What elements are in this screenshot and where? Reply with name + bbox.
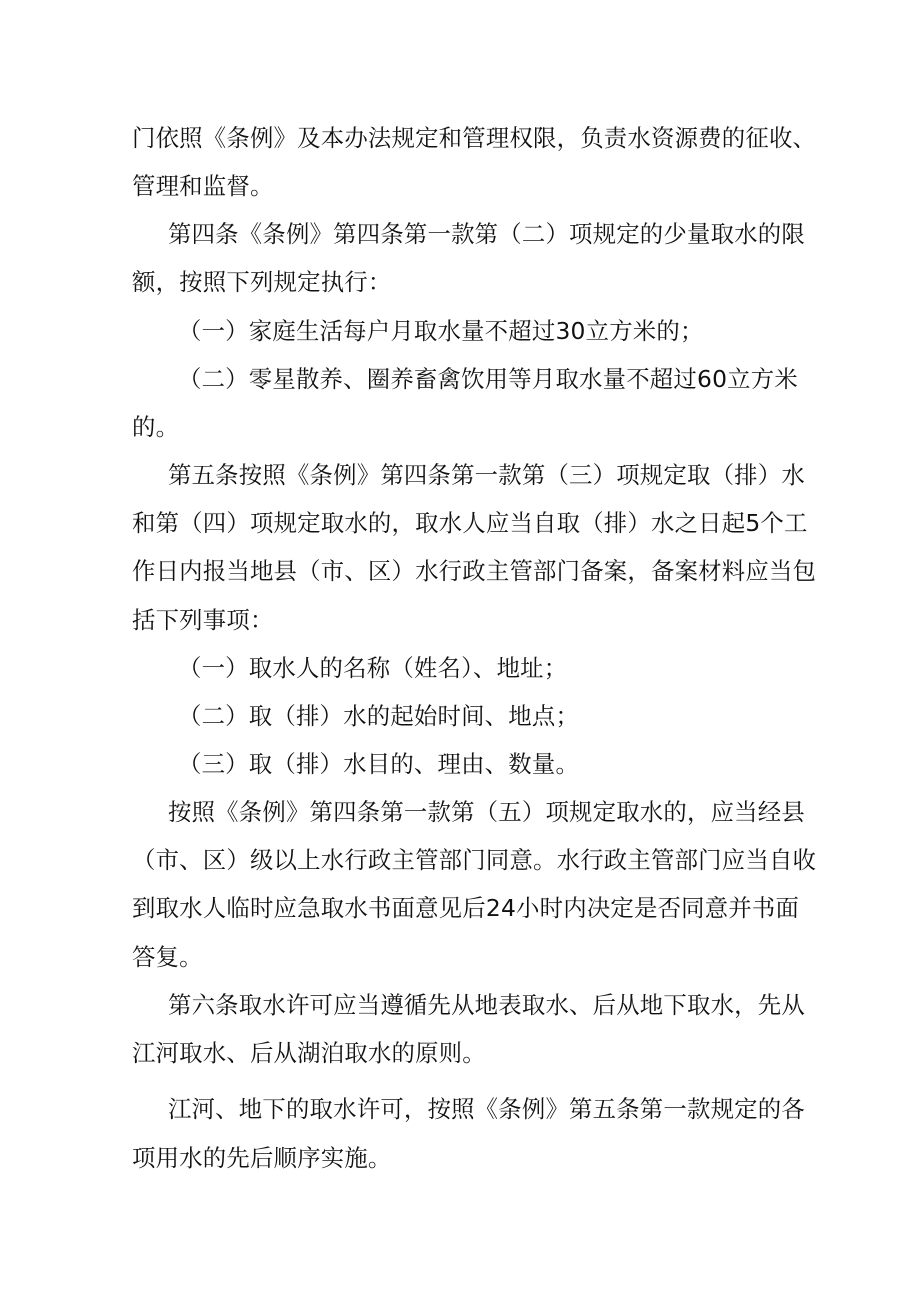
text-line: 按照《条例》第四条第一款第（五）项规定取水的，应当经县: [168, 798, 805, 826]
text-line: 和第（四）项规定取水的，取水人应当自取（排）水之日起5个工: [132, 509, 808, 537]
text-line: 答复。: [132, 943, 203, 971]
text-line: （二）零星散养、圈养畜禽饮用等月取水量不超过60立方米: [178, 365, 798, 393]
text-line: （一）家庭生活每户月取水量不超过30立方米的；: [178, 317, 704, 345]
text-line: 第六条取水许可应当遵循先从地表取水、后从地下取水，先从: [168, 991, 805, 1019]
text-line: （市、区）级以上水行政主管部门同意。水行政主管部门应当自收: [132, 846, 817, 874]
text-line: 第五条按照《条例》第四条第一款第（三）项规定取（排）水: [168, 461, 805, 489]
text-line: 的。: [132, 413, 180, 441]
text-line: 江河取水、后从湖泊取水的原则。: [132, 1039, 486, 1067]
text-line: 第四条《条例》第四条第一款第（二）项规定的少量取水的限: [168, 220, 805, 248]
text-line: 作日内报当地县（市、区）水行政主管部门备案，备案材料应当包: [132, 557, 817, 585]
text-line: 门依照《条例》及本办法规定和管理权限，负责水资源费的征收、: [132, 124, 817, 152]
text-line: 额，按照下列规定执行：: [132, 268, 392, 296]
text-line: （一）取水人的名称（姓名）、地址；: [178, 654, 568, 682]
text-line: 江河、地下的取水许可，按照《条例》第五条第一款规定的各: [168, 1095, 805, 1123]
text-line: （二）取（排）水的起始时间、地点；: [178, 702, 580, 730]
text-line: 到取水人临时应急取水书面意见后24小时内决定是否同意并书面: [132, 894, 800, 922]
text-line: 管理和监督。: [132, 172, 274, 200]
text-line: （三）取（排）水目的、理由、数量。: [178, 750, 580, 778]
text-line: 项用水的先后顺序实施。: [132, 1144, 392, 1172]
text-line: 括下列事项：: [132, 606, 274, 634]
